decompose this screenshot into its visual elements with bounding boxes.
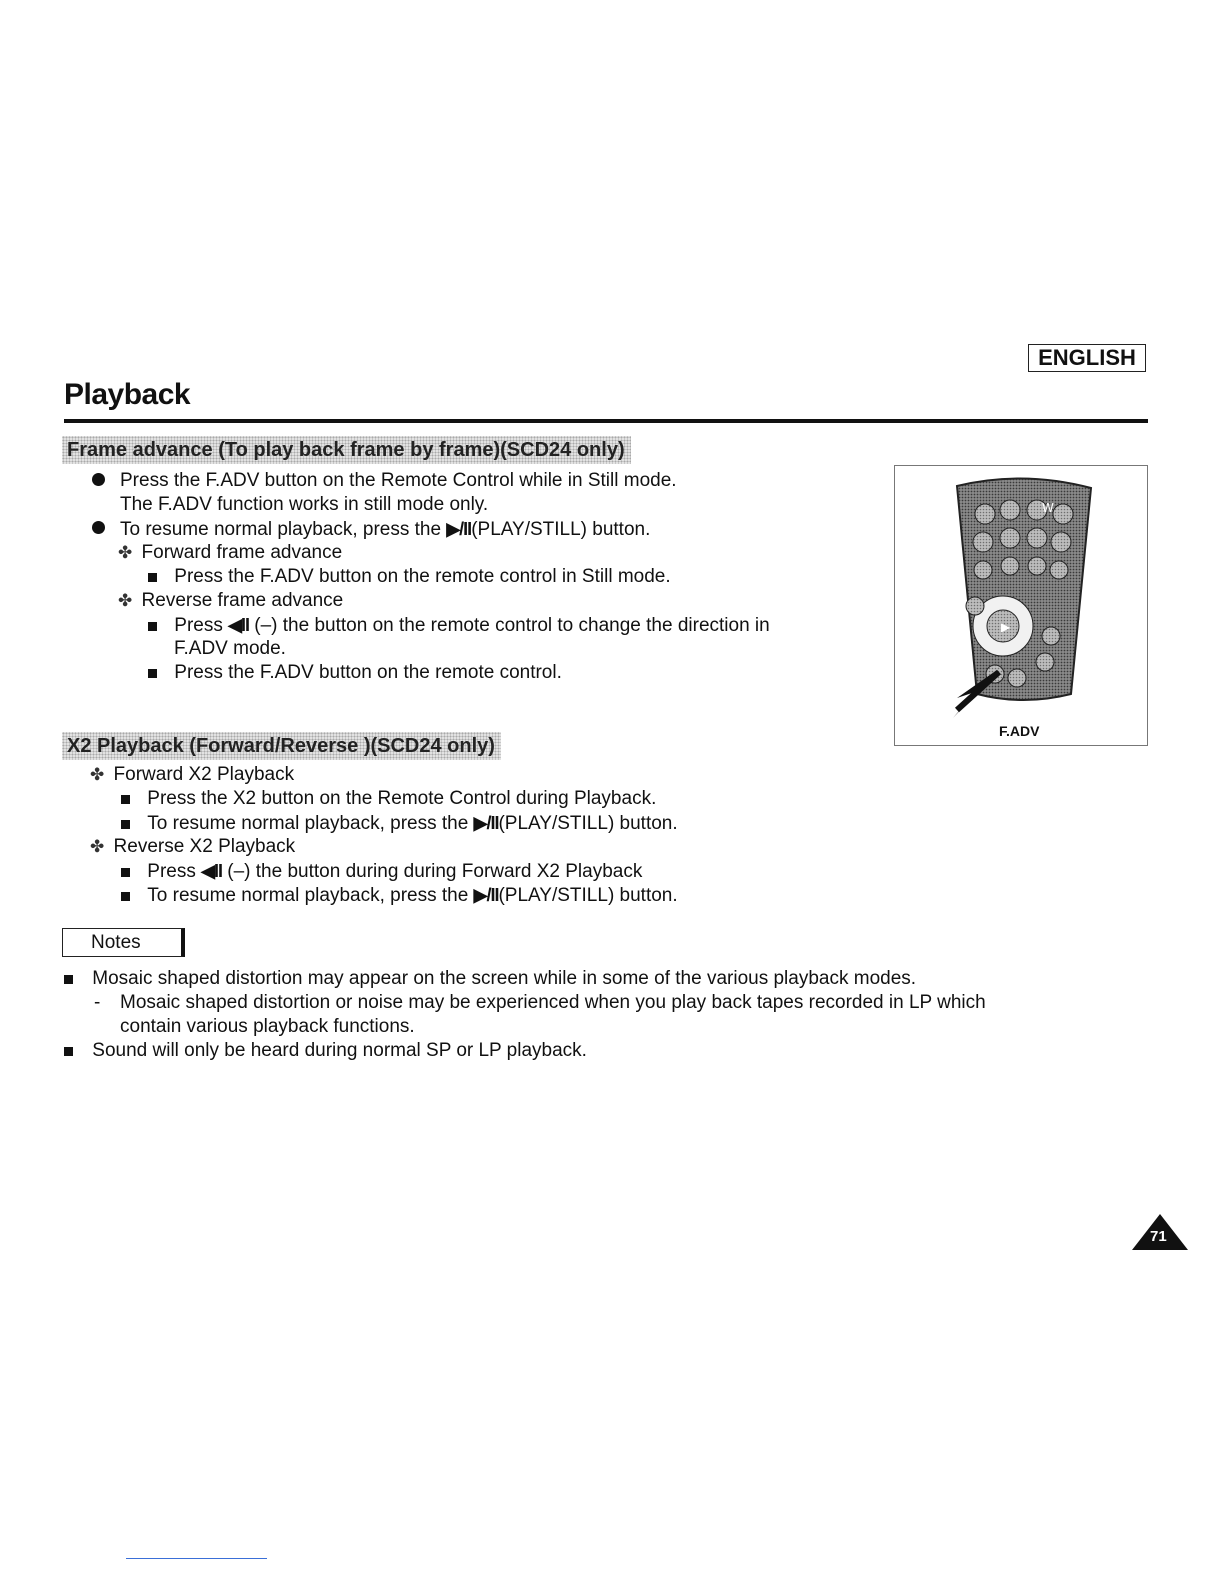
sub-item [90, 835, 295, 859]
page-title: Playback [64, 378, 191, 411]
text-segment: To resume normal playback, press the [147, 885, 469, 906]
sub-sub-text: Press the F.ADV button on the remote control in Still mode. [174, 566, 671, 587]
sub-sub-text: Press the F.ADV button on the remote control. [174, 662, 562, 683]
play-still-icon: ▶/II [446, 519, 472, 539]
diamond-bullet-icon: ✤ [118, 543, 133, 562]
diamond-bullet-icon: ✤ [90, 837, 105, 856]
sub-label: Reverse frame advance [141, 590, 344, 611]
square-bullet-icon [64, 975, 73, 984]
sub-sub-item [148, 661, 562, 685]
square-bullet-icon [148, 669, 157, 678]
text-segment: Press [147, 861, 196, 882]
diamond-bullet-icon: ✤ [118, 591, 133, 610]
play-still-icon: ▶/II [473, 885, 499, 905]
bullet-text [120, 517, 650, 542]
page-number-badge [1130, 1212, 1190, 1252]
square-bullet-icon [148, 573, 157, 582]
sub-sub-text-cont: F.ADV mode. [174, 638, 286, 659]
text-segment: Press [174, 615, 223, 636]
sub-item [118, 589, 343, 613]
reverse-frame-icon: ◀II [228, 615, 249, 635]
notes-label: Notes [62, 928, 185, 957]
sub-sub-item [121, 883, 678, 908]
bullet-dot-icon [92, 521, 105, 534]
text-segment: (PLAY/STILL) button. [471, 519, 651, 540]
sub-label: Forward frame advance [141, 542, 343, 563]
sub-sub-text: Press the X2 button on the Remote Control during Playback. [147, 788, 657, 809]
notes-text: Sound will only be heard during normal SP or LP playback. [92, 1040, 587, 1061]
square-bullet-icon [121, 868, 130, 877]
notes-text: Mosaic shaped distortion may appear on the screen while in some of the various playback modes. [92, 968, 917, 989]
bullet-text-cont: The F.ADV function works in still mode only. [120, 494, 489, 515]
notes-item [64, 1039, 587, 1063]
bullet-dot-icon [92, 473, 105, 486]
sub-item [90, 763, 294, 787]
play-still-icon: ▶/II [473, 813, 499, 833]
text-segment: (–) the button on the remote control to change the direction in [254, 615, 770, 636]
remote-control-illustration [895, 466, 1147, 745]
sub-sub-item [148, 613, 770, 638]
diamond-bullet-icon: ✤ [90, 765, 105, 784]
bottom-rule [126, 1558, 267, 1559]
svg-text:W: W [1042, 501, 1054, 515]
square-bullet-icon [64, 1047, 73, 1056]
square-bullet-icon [148, 622, 157, 631]
notes-dash: - [94, 992, 101, 1013]
section-heading-x2-playback: X2 Playback (Forward/Reverse )(SCD24 only) [62, 732, 501, 760]
square-bullet-icon [121, 820, 130, 829]
language-label: ENGLISH [1028, 344, 1146, 372]
notes-subtext-cont: contain various playback functions. [120, 1016, 415, 1037]
section-heading-frame-advance: Frame advance (To play back frame by frame)(SCD24 only) [62, 436, 631, 464]
notes-item [64, 967, 916, 991]
square-bullet-icon [121, 795, 130, 804]
sub-sub-item [121, 811, 678, 836]
bullet-text: Press the F.ADV button on the Remote Control while in Still mode. [120, 470, 677, 491]
sub-sub-item [121, 787, 656, 811]
sub-label: Forward X2 Playback [113, 764, 295, 785]
text-segment: To resume normal playback, press the [147, 813, 469, 834]
remote-control-figure [894, 465, 1148, 746]
text-segment: (PLAY/STILL) button. [498, 813, 678, 834]
title-rule [64, 419, 1148, 423]
square-bullet-icon [121, 892, 130, 901]
text-segment: To resume normal playback, press the [120, 519, 442, 540]
bullet-item [92, 469, 105, 493]
page-number: 71 [1150, 1228, 1167, 1245]
text-segment: (PLAY/STILL) button. [498, 885, 678, 906]
notes-subtext: Mosaic shaped distortion or noise may be experienced when you play back tapes recorded in LP which [120, 992, 986, 1013]
svg-text:▶: ▶ [1001, 620, 1011, 634]
sub-sub-item [121, 859, 642, 884]
sub-item [118, 541, 342, 565]
text-segment: (–) the button during during Forward X2 Playback [227, 861, 643, 882]
bullet-item [92, 517, 105, 541]
reverse-frame-icon: ◀II [201, 861, 222, 881]
sub-sub-item [148, 565, 671, 589]
fadv-label: F.ADV [999, 723, 1040, 739]
sub-label: Reverse X2 Playback [113, 836, 296, 857]
